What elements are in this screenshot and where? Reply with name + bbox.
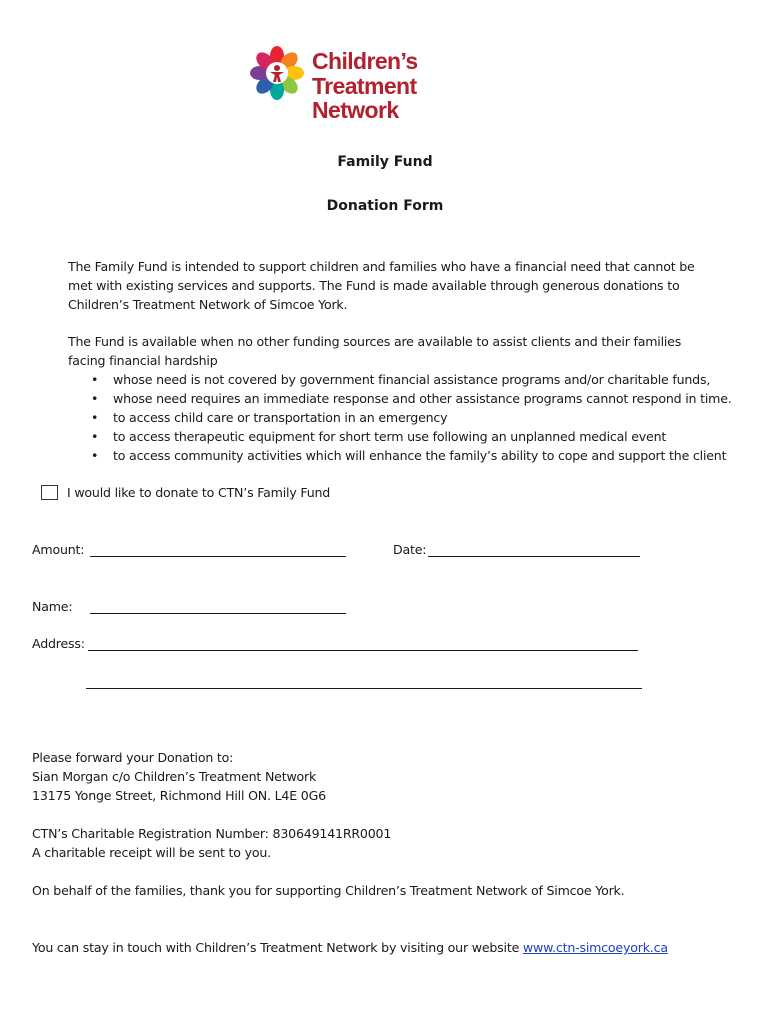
criteria-item: • to access child care or transportation in an emergency (91, 410, 448, 425)
logo-line-1: Children’s (312, 48, 418, 74)
bullet-icon: • (91, 372, 99, 387)
name-field[interactable] (90, 613, 346, 614)
criteria-list (91, 370, 732, 465)
receipt-note: A charitable receipt will be sent to you. (32, 845, 271, 860)
donate-checkbox[interactable] (41, 485, 58, 500)
intro-line-3: Children’s Treatment Network of Simcoe York. (68, 297, 348, 312)
amount-label: Amount: (32, 542, 85, 557)
forward-line-1: Please forward your Donation to: (32, 750, 234, 765)
thank-you-text: On behalf of the families, thank you for supporting Children’s Treatment Network of Simcoe York. (32, 883, 625, 898)
criteria-item: • to access community activities which will enhance the family’s ability to cope and support the client (91, 448, 727, 463)
name-label: Name: (32, 599, 73, 614)
address-field-line-2[interactable] (86, 688, 642, 689)
availability-line-1: The Fund is available when no other funding sources are available to assist clients and their families (68, 334, 682, 349)
flower-logo-icon (248, 44, 306, 102)
registration-number: CTN’s Charitable Registration Number: 830649141RR0001 (32, 826, 392, 841)
forward-line-2: Sian Morgan c/o Children’s Treatment Network (32, 769, 317, 784)
availability-line-2: facing financial hardship (68, 353, 218, 368)
logo (248, 44, 508, 123)
criteria-item: • whose need is not covered by government financial assistance programs and/or charitable funds, (91, 372, 711, 387)
page-title: Family Fund (337, 154, 433, 170)
logo-line-2: Treatment Network (312, 73, 417, 123)
bullet-icon: • (91, 391, 99, 406)
date-field[interactable] (428, 556, 640, 557)
bullet-icon: • (91, 429, 99, 444)
criteria-item: • whose need requires an immediate response and other assistance programs cannot respond in time. (91, 391, 732, 406)
website-link[interactable]: www.ctn-simcoeyork.ca (522, 940, 668, 955)
bullet-icon: • (91, 448, 99, 463)
contact-text: You can stay in touch with Children’s Treatment Network by visiting our website www.ctn-simcoeyork.ca (32, 940, 668, 955)
forward-line-3: 13175 Yonge Street, Richmond Hill ON. L4E 0G6 (32, 788, 326, 803)
amount-field[interactable] (90, 556, 346, 557)
bullet-icon: • (91, 410, 99, 425)
donate-checkbox-label: I would like to donate to CTN’s Family Fund (67, 485, 331, 500)
criteria-item: • to access therapeutic equipment for short term use following an unplanned medical event (91, 429, 667, 444)
address-label: Address: (32, 636, 85, 651)
address-field-line-1[interactable] (88, 650, 638, 651)
date-label: Date: (393, 542, 427, 557)
intro-line-2: met with existing services and supports. The Fund is made available through generous donations to (68, 278, 680, 293)
intro-line-1: The Family Fund is intended to support children and families who have a financial need that cannot be (68, 259, 695, 274)
page-subtitle: Donation Form (326, 198, 444, 214)
